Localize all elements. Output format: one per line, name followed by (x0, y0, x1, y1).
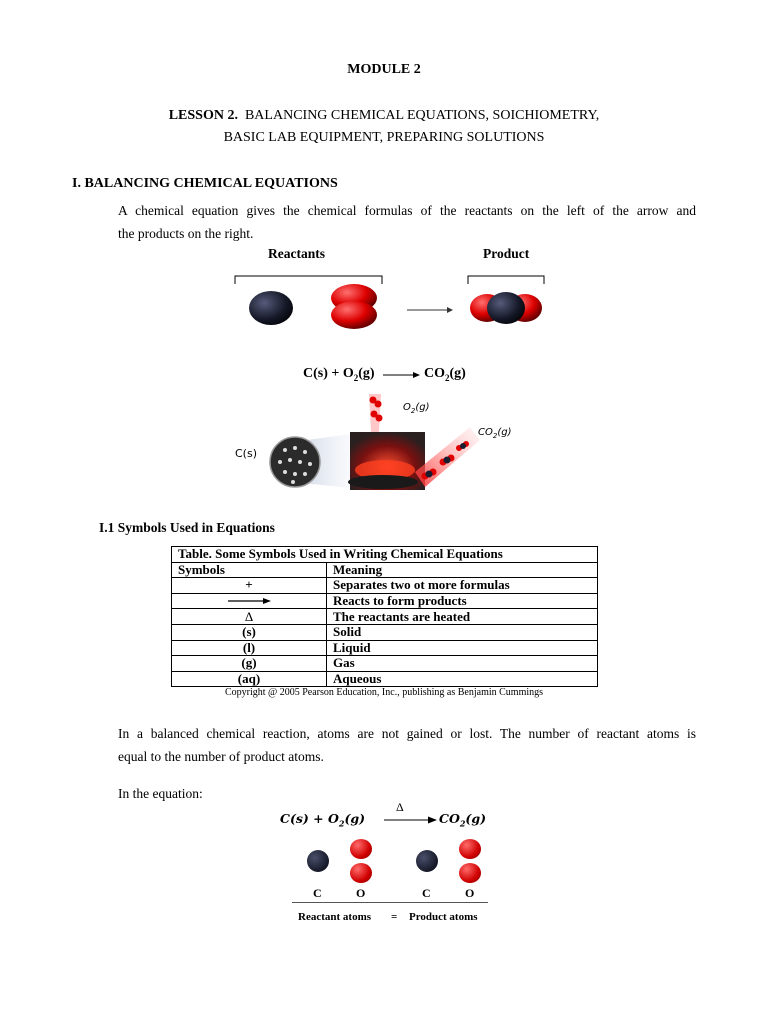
meaning-cell: Solid (327, 624, 598, 640)
symbol-cell: + (172, 578, 327, 594)
product-bracket (468, 276, 544, 284)
lesson-title-line1 (0, 108, 768, 124)
col-meaning-header: Meaning (327, 562, 598, 578)
balanced-eq-reactants: $C(s) + O_2(g)$ (280, 811, 366, 829)
balanced-line-1: In a balanced chemical reaction, atoms are not gained or lost. The number of reactant atoms is (118, 726, 696, 741)
carbon-solid-label: C(s) (235, 447, 257, 460)
subsection-heading: I.1 Symbols Used in Equations (99, 520, 275, 535)
intro-line-1: A chemical equation gives the chemical formulas of the reactants on the left of the arrow and (118, 203, 696, 218)
lesson-prefix: LESSON 2. (168, 108, 238, 123)
symbols-table (171, 546, 598, 687)
table-title-row (172, 547, 598, 563)
product-carbon-atom (416, 850, 438, 872)
symbol-cell: (l) (172, 640, 327, 656)
equals-sign: = (391, 911, 398, 923)
co2-gas-label: $CO_2(g)$ (478, 427, 512, 440)
lesson-title-line2: BASIC LAB EQUIPMENT, PREPARING SOLUTIONS (223, 130, 545, 145)
carbon-atom (249, 291, 293, 325)
table-row (172, 609, 598, 625)
symbol-cell: (s) (172, 624, 327, 640)
table-row (172, 640, 598, 656)
balanced-eq-arrow-icon (382, 815, 440, 825)
atom-label-o1: O (356, 886, 366, 900)
balanced-line-2: equal to the number of product atoms. (118, 749, 324, 764)
meaning-cell: Reacts to form products (327, 593, 598, 609)
equation-reactants: $C(s) + O_2(g)$ (303, 366, 375, 383)
reactants-label: Reactants (268, 246, 325, 261)
reactant-oxygen-atom-2 (350, 863, 372, 883)
reaction-arrow-icon (226, 597, 272, 605)
symbol-cell (172, 593, 327, 609)
intro-line-2: the products on the right. (118, 226, 254, 241)
product-label: Product (483, 246, 530, 261)
co2-carbon (487, 292, 525, 324)
product-oxygen-atom-2 (459, 863, 481, 883)
symbol-cell: (aq) (172, 671, 327, 687)
table-row (172, 671, 598, 687)
reaction-molecules-figure (225, 270, 555, 330)
symbol-cell: (g) (172, 656, 327, 672)
table-title: Table. Some Symbols Used in Writing Chemical Equations (172, 547, 598, 563)
atom-label-c1: C (313, 886, 322, 900)
meaning-cell: Liquid (327, 640, 598, 656)
meaning-cell: Separates two ot more formulas (327, 578, 598, 594)
product-oxygen-atom-1 (459, 839, 481, 859)
table-copyright: Copyright @ 2005 Pearson Education, Inc., publishing as Benjamin Cummings (224, 687, 544, 698)
table-header-row (172, 562, 598, 578)
module-title: MODULE 2 (347, 62, 421, 77)
reactant-oxygen-atom-1 (350, 839, 372, 859)
in-equation-label: In the equation: (118, 786, 203, 801)
equation-arrow-icon (381, 370, 421, 380)
reactant-atoms-label: Reactant atoms (298, 911, 372, 923)
o2-gas-label: $O_2(g)$ (403, 402, 430, 415)
symbol-cell: Δ (172, 609, 327, 625)
intro-paragraph (118, 199, 696, 245)
table-row (172, 624, 598, 640)
heat-delta-symbol: Δ (396, 800, 404, 814)
reactant-carbon-atom (307, 850, 329, 872)
atom-label-o2: O (465, 886, 475, 900)
equation-product: $CO_2(g)$ (424, 366, 466, 383)
atom-label-c2: C (422, 886, 431, 900)
meaning-cell: The reactants are heated (327, 609, 598, 625)
oxygen-atom-bottom (331, 301, 377, 329)
reactants-bracket (235, 276, 382, 284)
table-row (172, 578, 598, 594)
section-heading: I. BALANCING CHEMICAL EQUATIONS (72, 176, 338, 191)
meaning-cell: Gas (327, 656, 598, 672)
combustion-illustration (265, 392, 490, 510)
lesson-topic-1: BALANCING CHEMICAL EQUATIONS, SOICHIOMETRY, (244, 108, 600, 123)
balanced-paragraph (118, 722, 696, 768)
table-row (172, 593, 598, 609)
balanced-eq-product: $CO_2(g)$ (439, 811, 486, 829)
table-row (172, 656, 598, 672)
meaning-cell: Aqueous (327, 671, 598, 687)
product-atoms-label: Product atoms (409, 911, 478, 923)
col-symbols-header: Symbols (172, 562, 327, 578)
atoms-divider (292, 902, 488, 903)
arrow-icon (447, 307, 453, 313)
